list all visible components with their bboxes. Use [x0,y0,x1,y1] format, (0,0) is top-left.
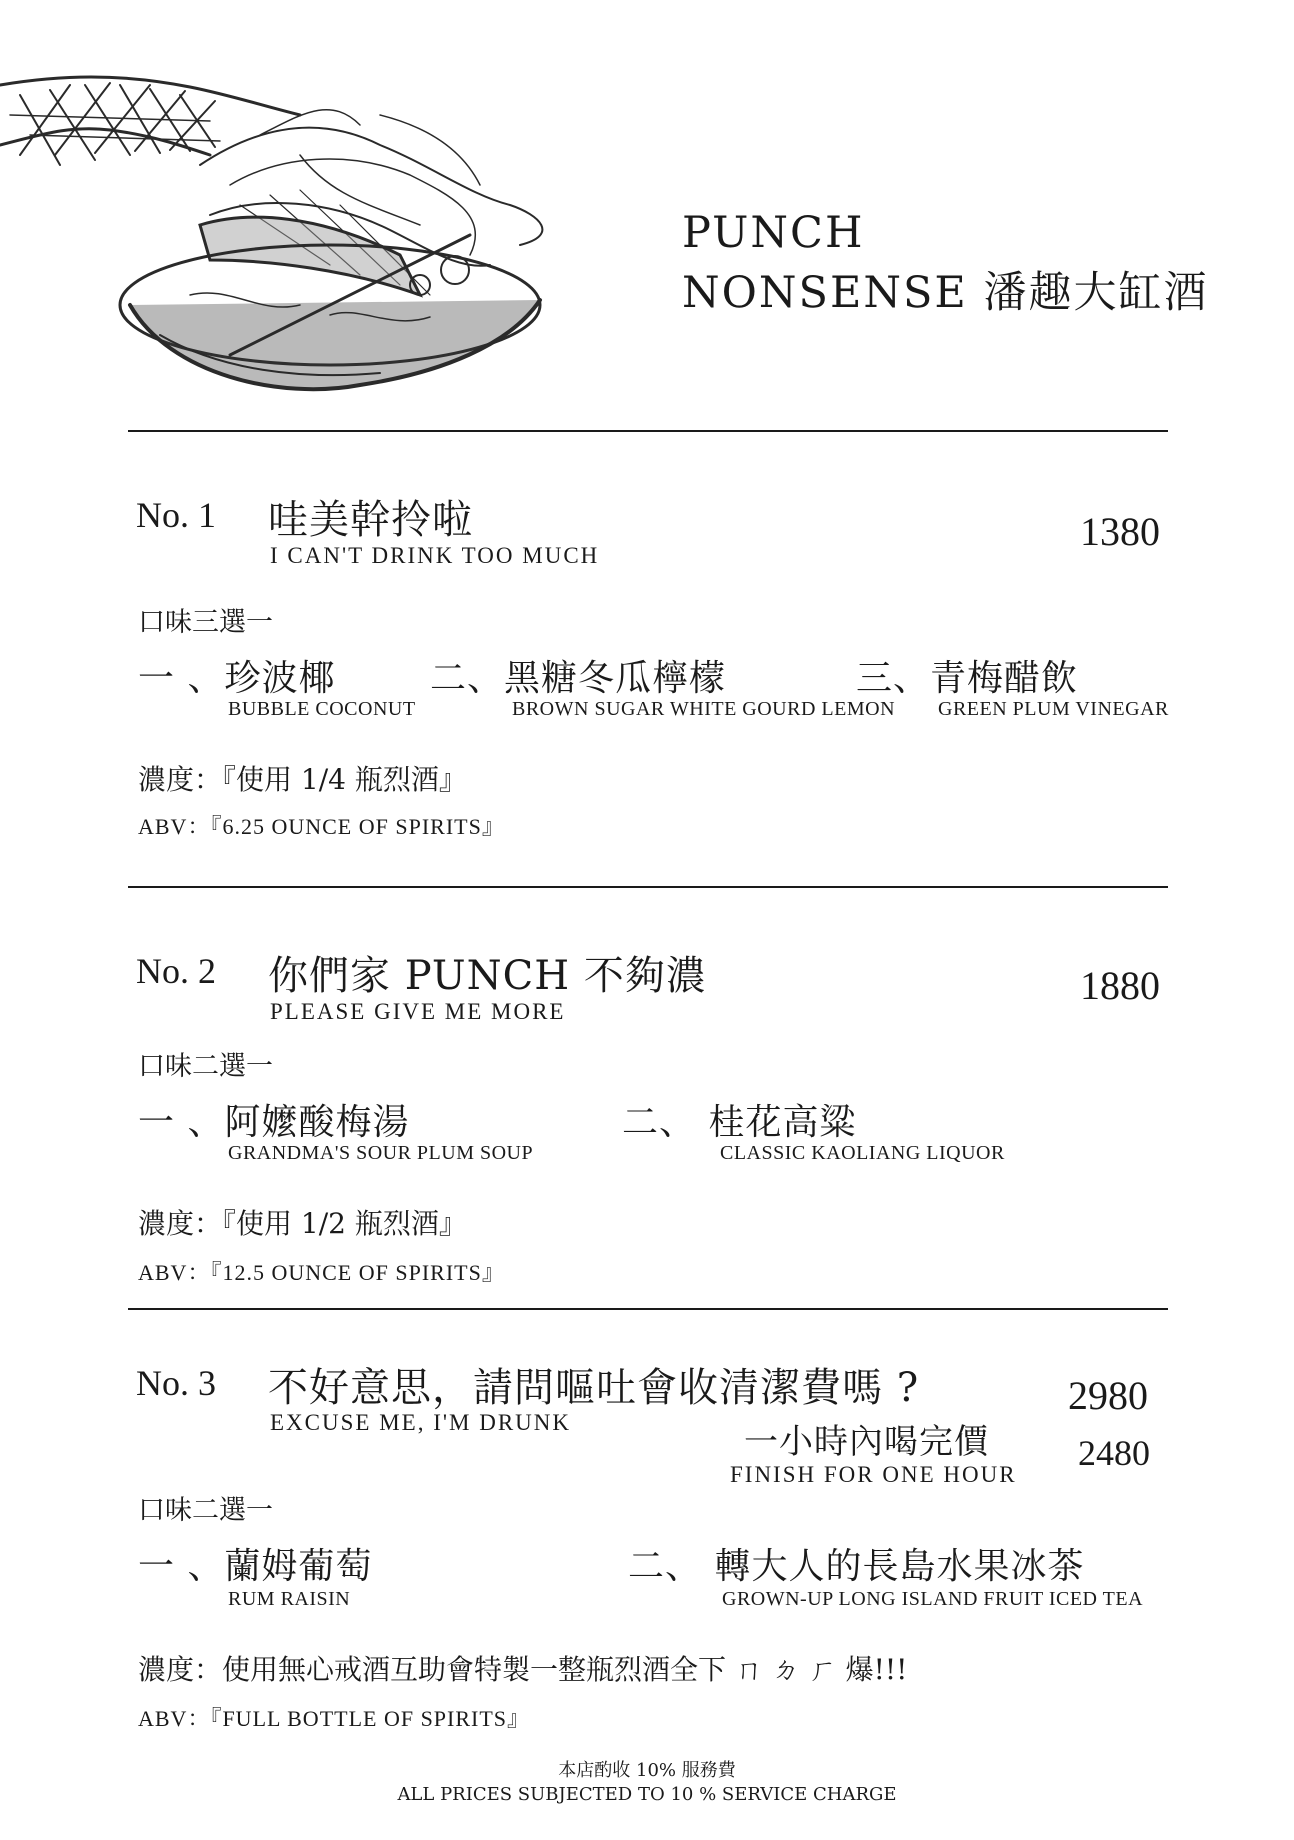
item-2-flavor-2: 二、 桂花高粱 [622,1102,857,1143]
item-1-flavor-2: 二、黑糖冬瓜檸檬 [430,658,727,699]
item-2-concentration: 濃度：『使用 1/2 瓶烈酒』 [138,1207,467,1240]
divider [128,886,1168,888]
divider [128,430,1168,432]
item-3-name: 不好意思，請問嘔吐會收清潔費嗎 ? [268,1365,920,1411]
service-charge-zh: 本店酌收 10% 服務費 [558,1760,736,1781]
item-1-concentration: 濃度：『使用 1/4 瓶烈酒』 [138,763,467,796]
item-2-number: No. 2 [136,951,216,991]
item-2-name: 你們家 PUNCH 不夠濃 [268,953,707,999]
item-2-flavor-label: 口味二選一 [138,1051,273,1082]
punch-bowl-sketch-icon [0,55,560,415]
item-1-flavor-1: 一 、珍波椰 [138,658,336,699]
item-2-abv: ABV：『12.5 OUNCE OF SPIRITS』 [138,1260,505,1285]
item-1-abv: ABV：『6.25 OUNCE OF SPIRITS』 [138,814,505,839]
item-3-name-en: EXCUSE ME, I'M DRUNK [270,1410,571,1435]
item-2-flavor-1: 一 、阿嬤酸梅湯 [138,1102,410,1143]
item-3-promo: 一小時內喝完價 [744,1422,989,1462]
item-1-number: No. 1 [136,495,216,535]
item-3-flavor-1-en: RUM RAISIN [228,1588,351,1610]
menu-title-line2: NONSENSE 潘趣大缸酒 [682,268,1209,318]
item-2-price: 1880 [1080,963,1160,1008]
divider [128,1308,1168,1310]
item-3-abv: ABV：『FULL BOTTLE OF SPIRITS』 [138,1706,531,1731]
item-3-number: No. 3 [136,1363,216,1403]
item-2-flavor-1-en: GRANDMA'S SOUR PLUM SOUP [228,1142,534,1164]
item-3-flavor-label: 口味二選一 [138,1495,273,1526]
item-2-flavor-2-en: CLASSIC KAOLIANG LIQUOR [720,1142,1005,1164]
item-1-flavor-label: 口味三選一 [138,607,273,638]
item-3-concentration: 濃度：使用無心戒酒互助會特製一整瓶烈酒全下 ㄇ ㄉ ㄏ 爆!!! [138,1653,908,1686]
menu-title-line1: PUNCH [682,208,865,258]
item-3-flavor-1: 一 、蘭姆葡萄 [138,1546,373,1587]
item-2-name-en: PLEASE GIVE ME MORE [270,999,566,1024]
item-1-name-en: I CAN'T DRINK TOO MUCH [270,543,600,568]
item-1-flavor-2-en: BROWN SUGAR WHITE GOURD LEMON [512,698,896,720]
item-1-name: 哇美幹拎啦 [268,497,473,543]
service-charge-en: ALL PRICES SUBJECTED TO 10 % SERVICE CHARGE [397,1784,897,1805]
item-1-flavor-3-en: GREEN PLUM VINEGAR [938,698,1169,720]
item-1-flavor-1-en: BUBBLE COCONUT [228,698,416,720]
item-3-promo-en: FINISH FOR ONE HOUR [730,1462,1017,1487]
item-3-price: 2980 [1068,1373,1148,1418]
item-3-flavor-2: 二、 轉大人的長島水果冰茶 [628,1546,1085,1587]
item-1-price: 1380 [1080,509,1160,554]
item-3-promo-price: 2480 [1078,1433,1150,1473]
item-1-flavor-3: 三、青梅醋飲 [856,658,1079,699]
item-3-flavor-2-en: GROWN-UP LONG ISLAND FRUIT ICED TEA [722,1588,1144,1610]
